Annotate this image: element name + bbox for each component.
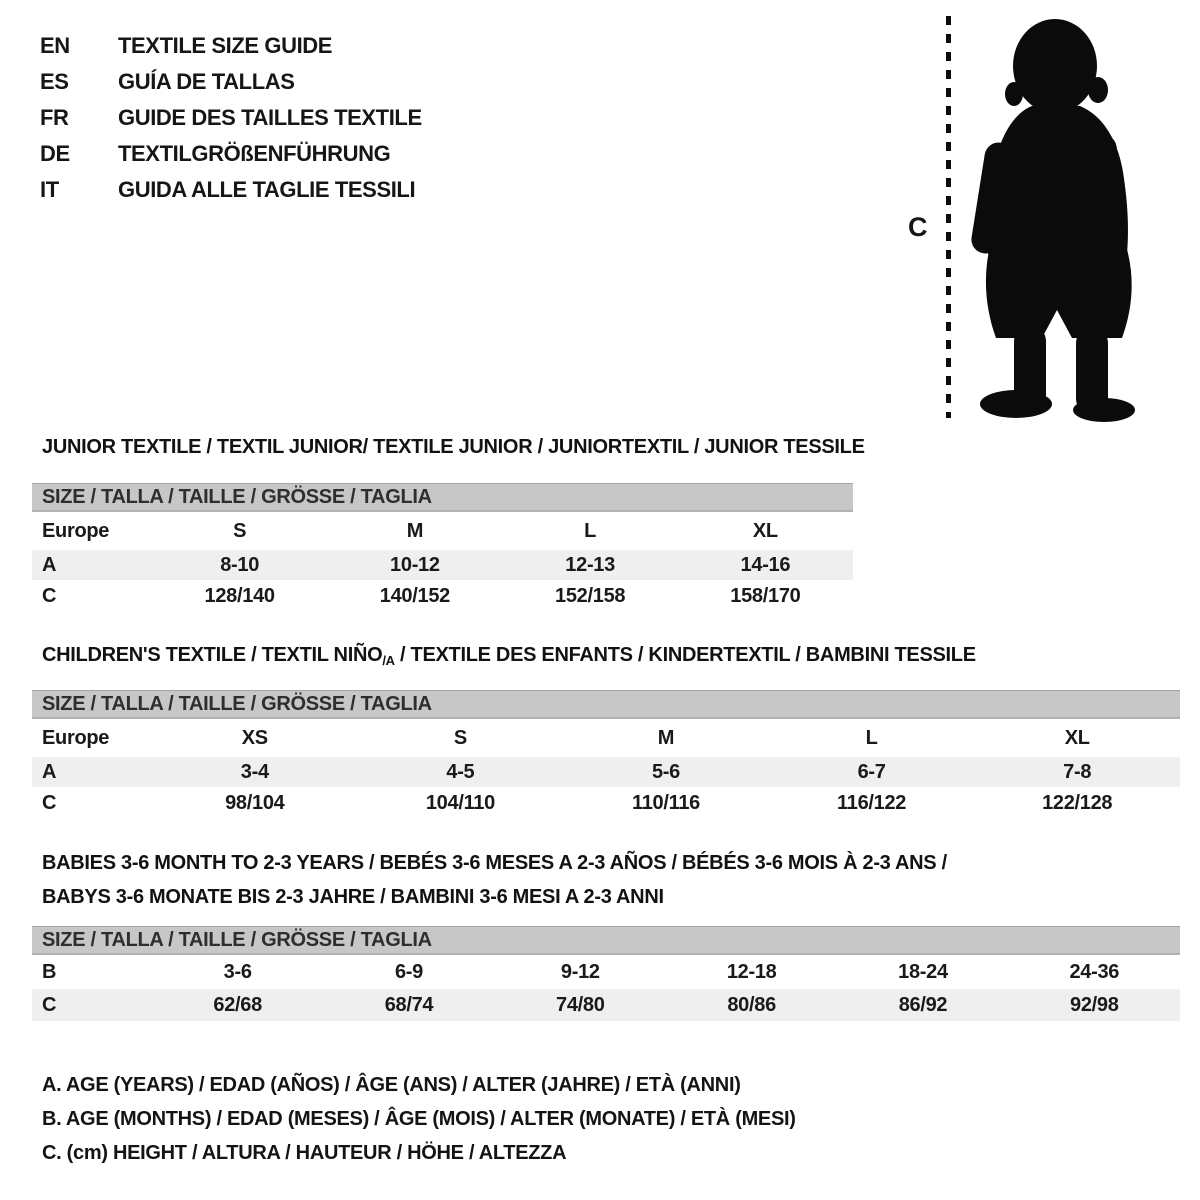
size-header-label: SIZE / TALLA / TAILLE / GRÖSSE / TAGLIA	[42, 692, 432, 715]
height-cell: 158/170	[730, 584, 801, 607]
height-cell: 104/110	[425, 791, 495, 814]
junior-size-header-band	[32, 483, 853, 512]
babies-section-title	[42, 846, 947, 914]
age-cell: 7-8	[1063, 760, 1092, 783]
row-label: A	[42, 553, 57, 576]
language-code: FR	[40, 105, 69, 130]
height-dashed-line	[946, 16, 951, 418]
row-label: Europe	[42, 519, 110, 542]
babies-row-months	[32, 955, 1180, 989]
height-cell: 92/98	[1070, 993, 1119, 1016]
language-code: EN	[40, 33, 70, 58]
children-title-subscript: /A	[382, 653, 395, 668]
months-cell: 3-6	[223, 960, 252, 983]
children-title-pre: CHILDREN'S TEXTILE / TEXTIL NIÑO	[42, 644, 383, 666]
babies-size-table	[32, 926, 1180, 1021]
junior-row-age	[32, 550, 853, 580]
months-cell: 9-12	[560, 960, 600, 983]
language-row-fr	[40, 100, 422, 136]
height-cell: 110/116	[631, 791, 700, 814]
language-row-de	[40, 136, 422, 172]
size-cell: XL	[752, 519, 778, 542]
row-label: C	[42, 584, 57, 607]
children-row-europe	[32, 719, 1180, 757]
legend	[42, 1068, 796, 1170]
babies-size-header-band	[32, 926, 1180, 955]
height-cell: 68/74	[384, 993, 434, 1016]
babies-title-line1: BABIES 3-6 MONTH TO 2-3 YEARS / BEBÉS 3-6 MESES A 2-3 AÑOS / BÉBÉS 3-6 MOIS À 2-3 ANS /	[42, 852, 947, 874]
height-cell: 86/92	[898, 993, 948, 1016]
language-code: ES	[40, 69, 69, 94]
months-cell: 6-9	[394, 960, 423, 983]
height-measure-label: C	[908, 212, 928, 242]
language-row-it	[40, 172, 422, 208]
size-header-label: SIZE / TALLA / TAILLE / GRÖSSE / TAGLIA	[42, 928, 432, 951]
months-cell: 18-24	[898, 960, 948, 983]
height-cell: 98/104	[225, 791, 285, 814]
children-row-age	[32, 757, 1180, 787]
children-row-height	[32, 787, 1180, 819]
size-cell: L	[865, 726, 878, 749]
guide-title-fr: GUIDE DES TAILLES TEXTILE	[118, 105, 422, 130]
age-cell: 4-5	[446, 760, 475, 783]
height-cell: 122/128	[1042, 791, 1113, 814]
row-label: A	[42, 760, 57, 783]
height-cell: 74/80	[556, 993, 605, 1016]
months-cell: 12-18	[726, 960, 777, 983]
row-label: C	[42, 993, 57, 1016]
language-row-es	[40, 64, 422, 100]
size-cell: L	[584, 519, 597, 542]
size-cell: S	[233, 519, 247, 542]
size-cell: M	[657, 726, 675, 749]
size-cell: XS	[241, 726, 268, 749]
guide-title-es: GUÍA DE TALLAS	[118, 69, 295, 94]
height-cell: 80/86	[727, 993, 776, 1016]
junior-row-europe	[32, 512, 853, 550]
babies-row-height	[32, 989, 1180, 1021]
months-cell: 24-36	[1069, 960, 1120, 983]
children-size-table	[32, 690, 1180, 819]
age-cell: 5-6	[651, 760, 680, 783]
age-cell: 12-13	[565, 553, 615, 576]
junior-row-height	[32, 580, 853, 612]
row-label: C	[42, 791, 57, 814]
guide-title-de: TEXTILGRÖßENFÜHRUNG	[118, 141, 391, 166]
legend-height-cm: C. (cm) HEIGHT / ALTURA / HAUTEUR / HÖHE / ALTEZZA	[42, 1142, 567, 1164]
row-label: Europe	[42, 726, 110, 749]
height-cell: 140/152	[379, 584, 450, 607]
size-header-label: SIZE / TALLA / TAILLE / GRÖSSE / TAGLIA	[42, 485, 432, 508]
height-cell: 128/140	[204, 584, 275, 607]
height-cell: 152/158	[555, 584, 626, 607]
age-cell: 14-16	[740, 553, 791, 576]
size-cell: M	[406, 519, 424, 542]
legend-age-months: B. AGE (MONTHS) / EDAD (MESES) / ÂGE (MOIS) / ALTER (MONATE) / ETÀ (MESI)	[42, 1108, 796, 1130]
guide-title-it: GUIDA ALLE TAGLIE TESSILI	[118, 177, 416, 202]
language-row-en	[40, 28, 422, 64]
junior-size-table	[32, 483, 853, 612]
language-title-list	[40, 28, 422, 208]
toddler-silhouette-icon	[958, 14, 1154, 422]
legend-age-years: A. AGE (YEARS) / EDAD (AÑOS) / ÂGE (ANS) / ALTER (JAHRE) / ETÀ (ANNI)	[42, 1074, 741, 1096]
age-cell: 6-7	[857, 760, 886, 783]
children-size-header-band	[32, 690, 1180, 719]
age-cell: 3-4	[240, 760, 269, 783]
height-cell: 62/68	[213, 993, 262, 1016]
age-cell: 10-12	[390, 553, 440, 576]
children-section-title	[42, 644, 976, 668]
height-cell: 116/122	[837, 791, 907, 814]
language-code: IT	[40, 177, 59, 202]
guide-title-en: TEXTILE SIZE GUIDE	[118, 33, 333, 58]
age-cell: 8-10	[220, 553, 260, 576]
language-code: DE	[40, 141, 70, 166]
row-label: B	[42, 960, 57, 983]
size-cell: S	[453, 726, 467, 749]
size-cell: XL	[1064, 726, 1090, 749]
children-title-post: / TEXTILE DES ENFANTS / KINDERTEXTIL / BAMBINI TESSILE	[394, 644, 976, 666]
junior-section-title: JUNIOR TEXTILE / TEXTIL JUNIOR/ TEXTILE JUNIOR / JUNIORTEXTIL / JUNIOR TESSILE	[42, 436, 865, 458]
babies-title-line2: BABYS 3-6 MONATE BIS 2-3 JAHRE / BAMBINI 3-6 MESI A 2-3 ANNI	[42, 886, 664, 908]
